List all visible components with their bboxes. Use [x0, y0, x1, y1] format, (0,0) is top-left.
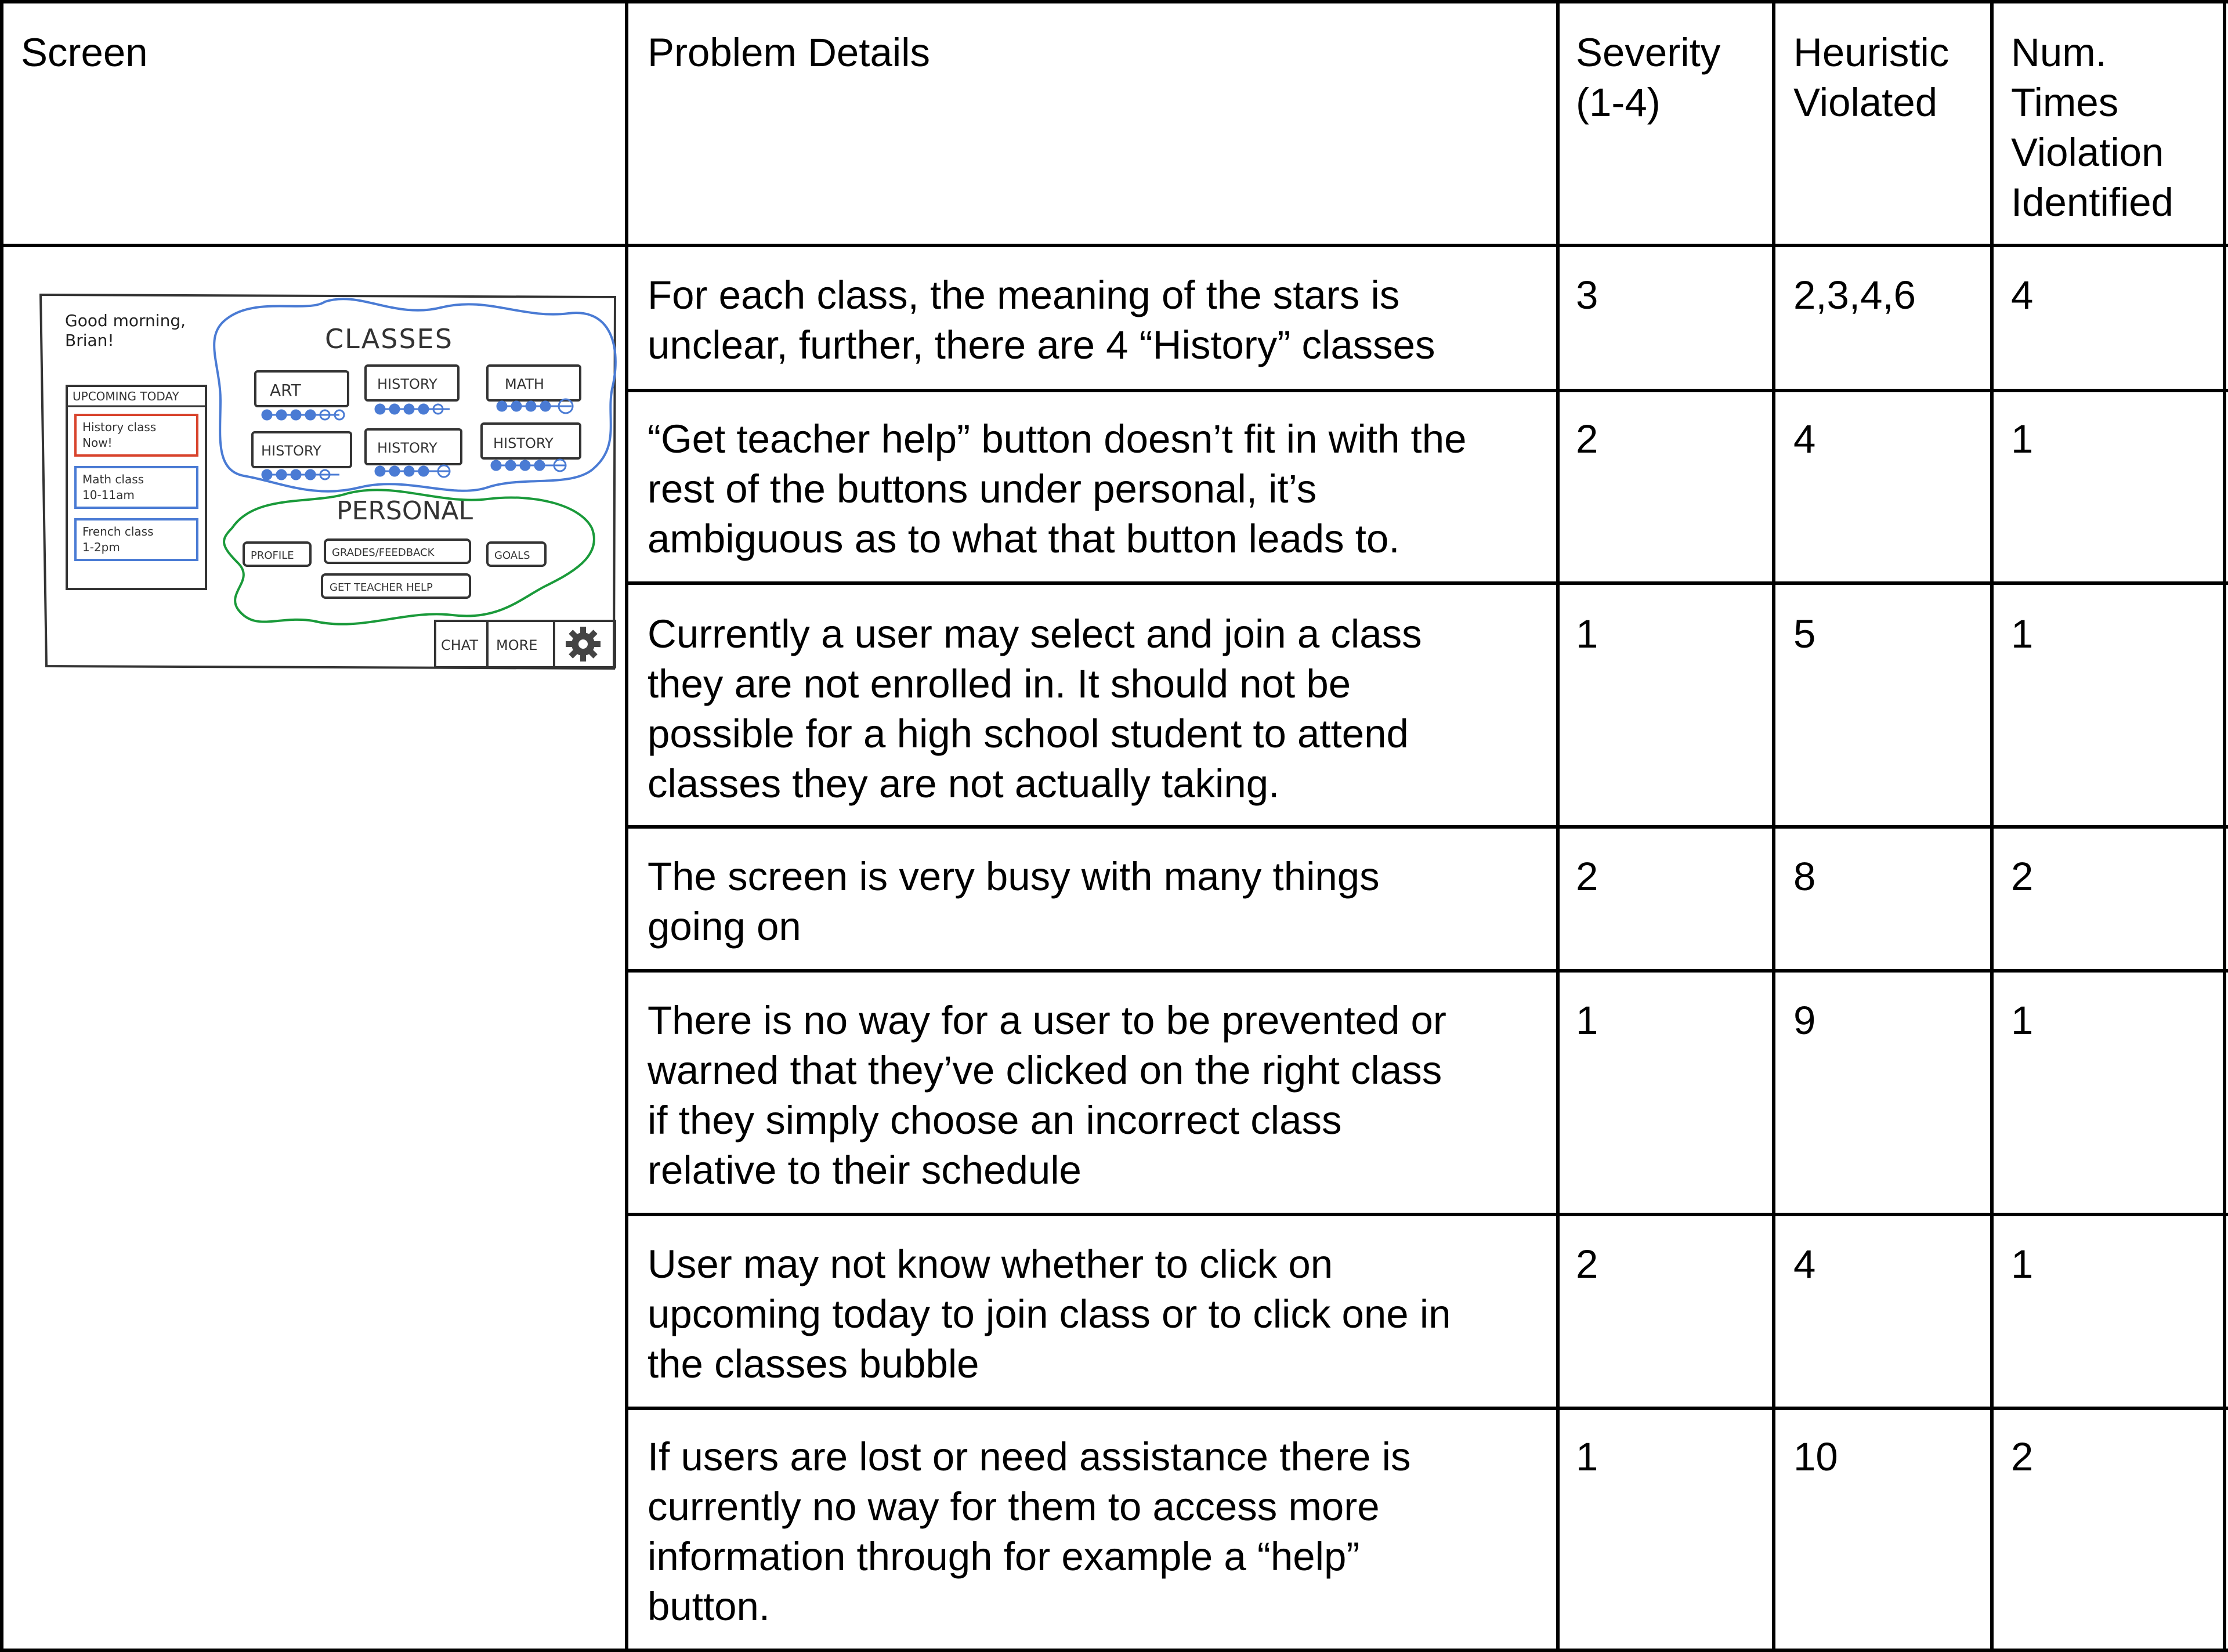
row-times: 2: [2011, 1434, 2034, 1479]
row-heuristic: 4: [1793, 417, 1816, 461]
table-border-left: [0, 0, 3, 1652]
row-severity: 3: [1576, 273, 1598, 317]
row-heuristic: 9: [1793, 998, 1816, 1043]
upcoming-item-line2: 10-11am: [82, 488, 135, 502]
header-heuristic: Heuristic Violated: [1793, 30, 1950, 125]
class-button[interactable]: [366, 429, 461, 464]
header-problem-details: Problem Details: [648, 30, 931, 75]
row-severity: 1: [1576, 998, 1598, 1043]
header-severity: Severity (1-4): [1576, 30, 1721, 125]
sketch-greeting-line1: Good morning,: [65, 311, 186, 330]
row-details: “Get teacher help” button doesn’t fit in with the rest of the buttons under personal, it’s ambiguous as to what that button leads to.: [648, 417, 1467, 561]
personal-button-label: GOALS: [494, 550, 530, 562]
row-severity: 1: [1576, 612, 1598, 656]
chat-button[interactable]: CHAT: [441, 637, 479, 653]
personal-button[interactable]: [322, 574, 470, 598]
row-heuristic: 4: [1793, 1242, 1816, 1286]
table-border-right: [2223, 0, 2226, 1652]
class-button[interactable]: [255, 371, 348, 406]
table-border-top: [0, 0, 2228, 3]
header-screen: Screen: [21, 30, 148, 75]
upcoming-item-line1: Math class: [82, 472, 144, 486]
row-divider: [627, 1213, 2228, 1216]
col-divider: [1772, 0, 1775, 1652]
row-details: Currently a user may select and join a class they are not enrolled in. It should not be possible for a high school student to attend classes they are not actually taking.: [648, 612, 1422, 806]
gear-icon[interactable]: [566, 627, 601, 661]
upcoming-item-line1: History class: [82, 420, 157, 434]
row-times: 4: [2011, 273, 2034, 317]
more-button[interactable]: MORE: [496, 637, 538, 653]
upcoming-item-line2: 1-2pm: [82, 540, 120, 554]
row-details: If users are lost or need assistance there is currently no way for them to access more information through for example a “help” button.: [648, 1434, 1411, 1629]
upcoming-item-line2: Now!: [82, 436, 113, 450]
col-divider: [625, 0, 628, 1652]
row-times: 1: [2011, 998, 2034, 1043]
personal-button-label: GRADES/FEEDBACK: [332, 547, 435, 559]
row-severity: 1: [1576, 1434, 1598, 1479]
row-details: There is no way for a user to be prevented or warned that they’ve clicked on the right class if they simply choose an incorrect class relative to their schedule: [648, 998, 1446, 1192]
row-severity: 2: [1576, 854, 1598, 899]
class-button-label: MATH: [505, 376, 544, 392]
class-button-label: HISTORY: [493, 435, 554, 451]
header-divider: [0, 244, 2228, 247]
row-divider: [627, 581, 2228, 585]
upcoming-panel: [67, 386, 206, 589]
table-border-bottom: [0, 1649, 2228, 1652]
personal-button[interactable]: [487, 543, 545, 566]
upcoming-item[interactable]: [75, 467, 197, 508]
row-severity: 2: [1576, 417, 1598, 461]
class-button-label: HISTORY: [377, 440, 437, 456]
upcoming-item[interactable]: [75, 415, 197, 456]
screen-sketch: [35, 284, 627, 679]
upcoming-item[interactable]: [75, 519, 197, 560]
row-details: For each class, the meaning of the stars is unclear, further, there are 4 “History” classes: [648, 273, 1435, 367]
row-heuristic: 8: [1793, 854, 1816, 899]
personal-button[interactable]: [244, 543, 310, 566]
class-button-label: ART: [270, 381, 301, 400]
upcoming-item-line1: French class: [82, 525, 154, 538]
row-heuristic: 5: [1793, 612, 1816, 656]
row-details: User may not know whether to click on upcoming today to join class or to click one in the classes bubble: [648, 1242, 1451, 1386]
personal-button-label: GET TEACHER HELP: [330, 581, 433, 594]
col-divider: [1556, 0, 1560, 1652]
class-button[interactable]: [252, 432, 351, 467]
class-button-label: HISTORY: [261, 443, 321, 459]
row-times: 1: [2011, 417, 2034, 461]
header-num-times: Num. Times Violation Identified: [2011, 30, 2174, 225]
row-divider: [627, 389, 2228, 392]
class-button[interactable]: [487, 366, 580, 400]
class-button[interactable]: [482, 424, 580, 458]
row-heuristic: 2,3,4,6: [1793, 273, 1916, 317]
class-button[interactable]: [366, 366, 458, 400]
sketch-greeting-line2: Brian!: [65, 331, 114, 350]
row-times: 1: [2011, 1242, 2034, 1286]
sketch-classes-title: CLASSES: [325, 323, 453, 355]
class-button-label: HISTORY: [377, 376, 437, 392]
sketch-personal-title: PERSONAL: [337, 496, 473, 526]
row-times: 2: [2011, 854, 2034, 899]
row-divider: [627, 969, 2228, 973]
personal-button-label: PROFILE: [251, 550, 294, 562]
row-severity: 2: [1576, 1242, 1598, 1286]
sketch-upcoming-title: UPCOMING TODAY: [73, 389, 179, 403]
row-divider: [627, 825, 2228, 829]
row-divider: [627, 1407, 2228, 1410]
personal-button[interactable]: [325, 540, 470, 563]
col-divider: [1990, 0, 1994, 1652]
row-heuristic: 10: [1793, 1434, 1838, 1479]
row-times: 1: [2011, 612, 2034, 656]
row-details: The screen is very busy with many things going on: [648, 854, 1380, 949]
